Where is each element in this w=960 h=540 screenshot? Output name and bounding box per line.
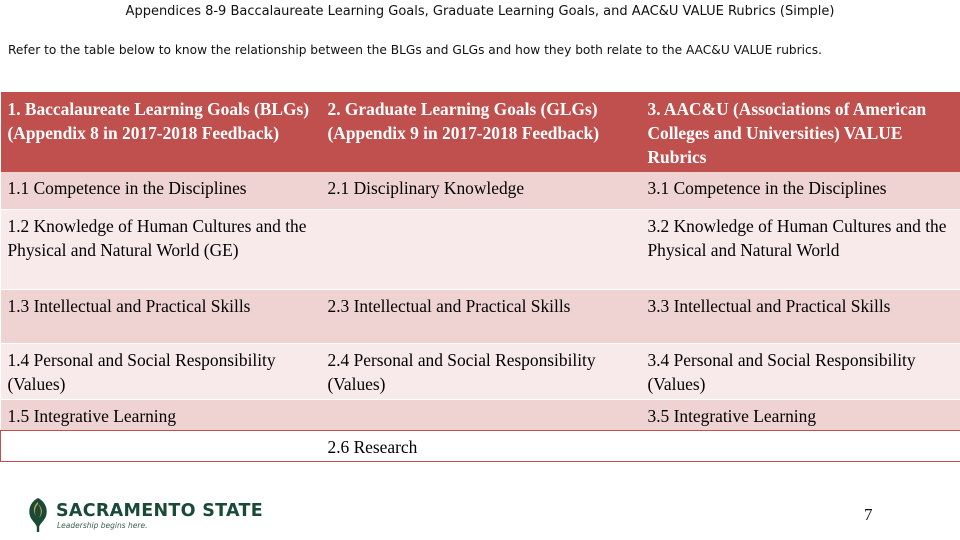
logo-name: SACRAMENTO STATE xyxy=(56,501,263,521)
table-cell xyxy=(641,430,960,461)
table-cell: 3.1 Competence in the Disciplines xyxy=(641,172,960,209)
table-cell: 2.3 Intellectual and Practical Skills xyxy=(321,289,641,343)
table-cell: 2.6 Research xyxy=(321,430,641,461)
table-cell: 1.5 Integrative Learning xyxy=(1,399,321,430)
table-cell: 1.2 Knowledge of Human Cultures and the Physical and Natural World (GE) xyxy=(1,209,321,289)
page-number: 7 xyxy=(864,505,873,524)
table-row xyxy=(1,343,960,399)
table-header-row xyxy=(1,92,960,172)
table-row xyxy=(1,209,960,289)
table-cell xyxy=(1,430,321,461)
table-cell: 3.3 Intellectual and Practical Skills xyxy=(641,289,960,343)
table-row xyxy=(1,289,960,343)
table-cell: 3.2 Knowledge of Human Cultures and the Physical and Natural World xyxy=(641,209,960,289)
table-cell: 1.1 Competence in the Disciplines xyxy=(1,172,321,209)
table-cell xyxy=(321,209,641,289)
table-row xyxy=(1,172,960,209)
table-cell: 2.4 Personal and Social Responsibility (Values) xyxy=(321,343,641,399)
logo-tagline: Leadership begins here. xyxy=(57,521,148,530)
header-aacu: 3. AAC&U (Associations of American Colleges and Universities) VALUE Rubrics xyxy=(641,92,960,172)
table-cell: 3.5 Integrative Learning xyxy=(641,399,960,430)
table-row xyxy=(1,430,960,461)
sacramento-state-logo xyxy=(24,496,264,536)
table-cell: 1.4 Personal and Social Responsibility (Values) xyxy=(1,343,321,399)
learning-goals-table xyxy=(0,92,960,462)
sacramento-state-tree-icon xyxy=(24,496,52,534)
table-cell xyxy=(321,399,641,430)
table-cell: 3.4 Personal and Social Responsibility (Values) xyxy=(641,343,960,399)
table-cell: 2.1 Disciplinary Knowledge xyxy=(321,172,641,209)
slide-title: Appendices 8-9 Baccalaureate Learning Goals, Graduate Learning Goals, and AAC&U VALUE Rubrics (Simple) xyxy=(125,4,835,19)
intro-text: Refer to the table below to know the relationship between the BLGs and GLGs and how they both relate to the AAC&U VALUE rubrics. xyxy=(8,43,822,57)
header-glgs: 2. Graduate Learning Goals (GLGs) (Appendix 9 in 2017-2018 Feedback) xyxy=(321,92,641,172)
table-row xyxy=(1,399,960,430)
header-blgs: 1. Baccalaureate Learning Goals (BLGs) (Appendix 8 in 2017-2018 Feedback) xyxy=(1,92,321,172)
table-cell: 1.3 Intellectual and Practical Skills xyxy=(1,289,321,343)
